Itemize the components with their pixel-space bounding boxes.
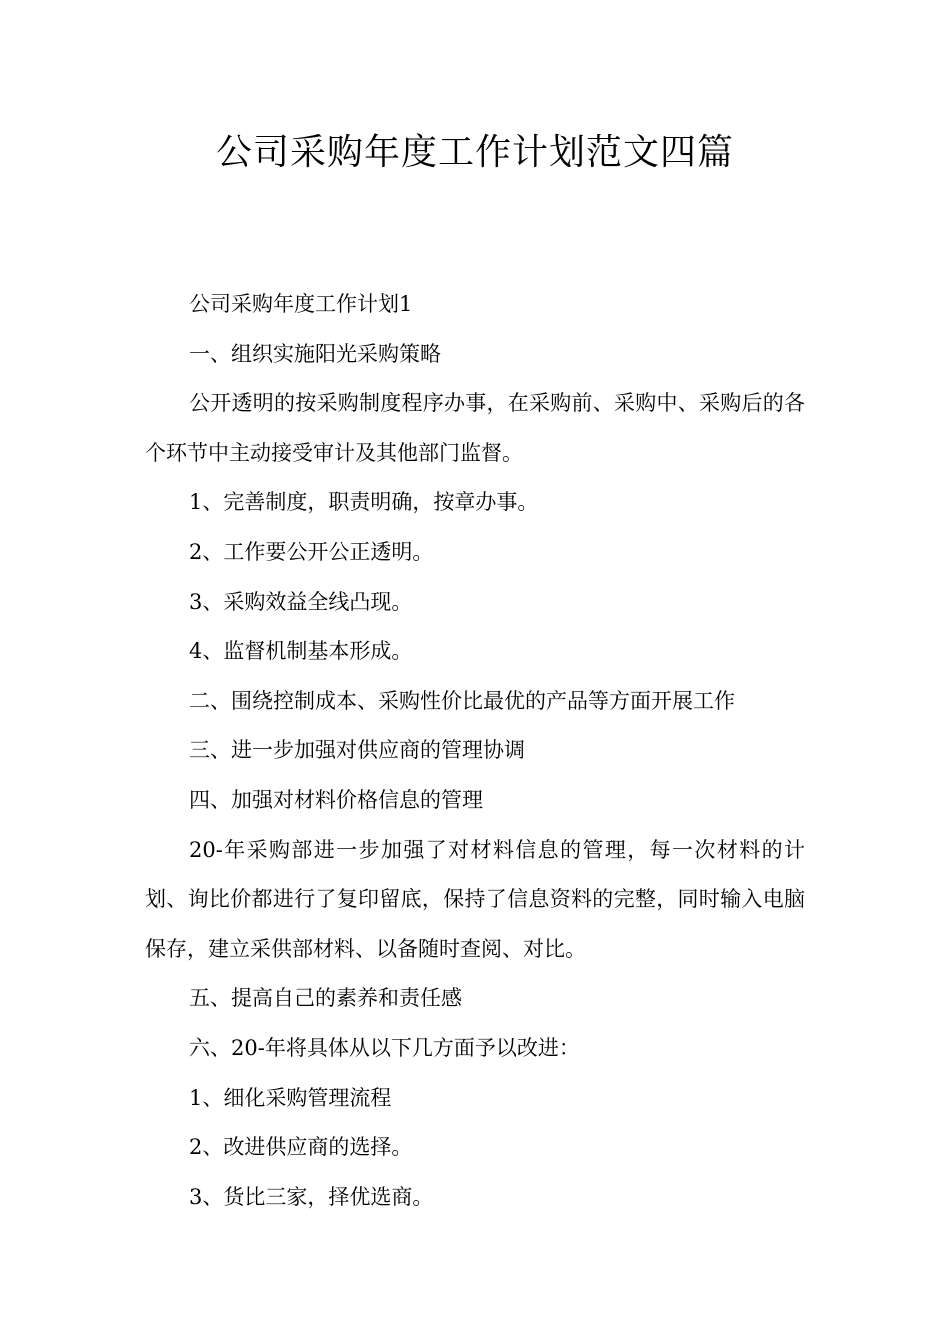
paragraph-list-item: 2、工作要公开公正透明。: [189, 539, 434, 564]
paragraph-list-item: 2、改进供应商的选择。: [189, 1135, 413, 1160]
paragraph-list-item: 4、监督机制基本形成。: [189, 639, 413, 664]
paragraph-list-item: 3、采购效益全线凸现。: [189, 589, 413, 614]
paragraph-item-6-heading: 六、20-年将具体从以下几方面予以改进：: [189, 1035, 580, 1060]
paragraph-item-4-heading: 四、加强对材料价格信息的管理: [189, 787, 483, 812]
paragraph-item-5-heading: 五、提高自己的素养和责任感: [189, 986, 462, 1011]
document-body: [145, 280, 805, 1222]
document-title: 公司采购年度工作计划范文四篇: [215, 132, 734, 173]
paragraph-section-heading: 公司采购年度工作计划1: [189, 292, 413, 316]
paragraph-list-item: 1、完善制度，职责明确，按章办事。: [189, 490, 539, 515]
paragraph-body: 公开透明的按采购制度程序办事，在采购前、采购中、采购后的各个环节中主动接受审计及其他部门监督。: [145, 391, 805, 465]
paragraph-body: 20-年采购部进一步加强了对材料信息的管理，每一次材料的计划、询比价都进行了复印留底，保持了信息资料的完整，同时输入电脑保存，建立采供部材料、以备随时查阅、对比。: [145, 837, 805, 961]
paragraph-item-2-heading: 二、围绕控制成本、采购性价比最优的产品等方面开展工作: [189, 688, 735, 713]
paragraph-list-item: 3、货比三家，择优选商。: [189, 1184, 434, 1209]
paragraph-item-1-heading: 一、组织实施阳光采购策略: [189, 341, 441, 366]
paragraph-list-item: 1、细化采购管理流程: [189, 1085, 392, 1110]
paragraph-item-3-heading: 三、进一步加强对供应商的管理协调: [189, 738, 525, 763]
